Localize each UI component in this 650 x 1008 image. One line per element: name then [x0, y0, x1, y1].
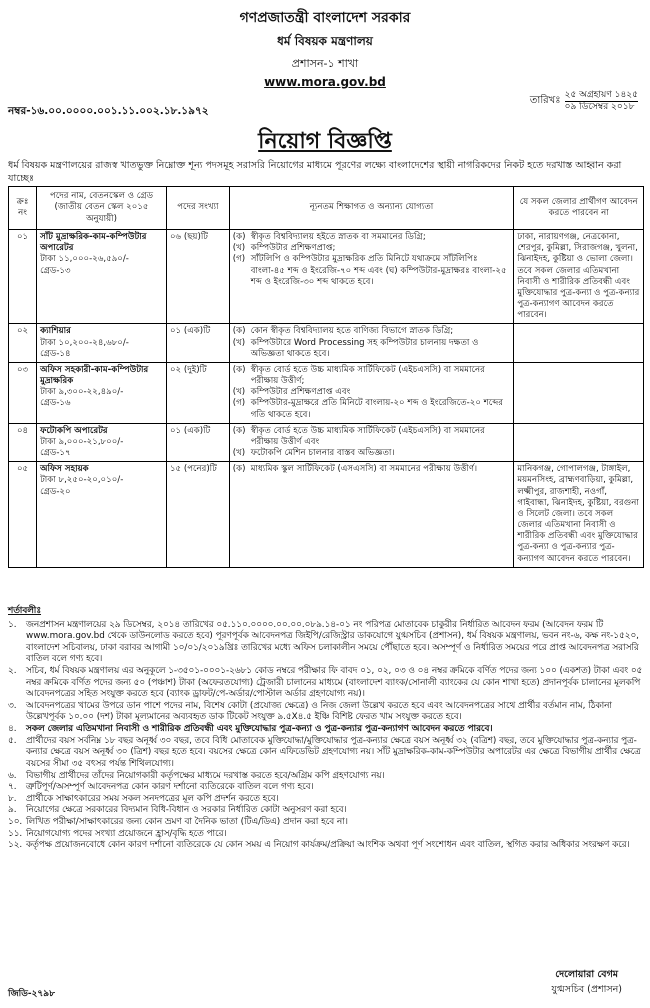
term-text: নিয়োগযোগ্য পদের সংখ্যা প্রয়োজনে হ্রাস/বৃদ্ধি হতে পারে।: [26, 828, 227, 839]
grade: গ্রেড-১৪: [40, 348, 71, 359]
qualification-item: (খ) কম্পিউটারে Word Processing সহ কম্পিউটার চালনায় দক্ষতা ও অভিজ্ঞতা থাকতে হবে।: [232, 337, 479, 359]
term-item: [8, 805, 644, 817]
terms-section: [8, 606, 644, 852]
post-name: ফটোকপি অপারেটর: [40, 425, 108, 436]
col-districts: যে সকল জেলার প্রার্থীগণ আবেদন করতে পারবেন না: [514, 187, 644, 230]
col-serial: ক্রঃ নং: [9, 187, 37, 230]
row-serial: ০৩: [9, 362, 37, 423]
term-number: ১.: [8, 619, 17, 630]
qualification-item: (ক) কোন স্বীকৃত বিশ্ববিদ্যালয় হতে বাণিজ্য বিভাগে স্নাতক ডিগ্রি;: [232, 326, 454, 337]
branch-name: প্রশাসন-১ শাখা: [291, 57, 359, 70]
row-serial: ০৪: [9, 423, 37, 462]
row-count: ০২ (দুই)টি: [166, 362, 229, 423]
row-count: ১৫ (পনের)টি: [166, 462, 229, 568]
term-item: [8, 666, 644, 701]
pay-scale: টাকা ১১,০০০-২৬,৫৯০/-: [40, 254, 129, 265]
post-name: সাঁট মুদ্রাক্ষরিক-কাম-কম্পিউটার অপারেটর: [40, 232, 147, 254]
term-number: ১০.: [8, 816, 23, 827]
row-serial: ০২: [9, 324, 37, 363]
vacancy-table: [8, 186, 644, 568]
table-row: [9, 462, 644, 568]
col-count: পদের সংখ্যা: [166, 187, 229, 230]
term-number: ৭.: [8, 782, 17, 793]
website-link[interactable]: www.mora.gov.bd: [264, 75, 386, 89]
table-header-row: [9, 187, 644, 230]
row-post: [37, 324, 167, 363]
qualification-item: (খ) ফটোকপি মেশিন চালনার বাস্তব অভিজ্ঞতা।: [232, 448, 395, 459]
intro-paragraph: ধর্ম বিষয়ক মন্ত্রণালয়ের রাজস্ব খাতভুক্ত নিম্নোক্ত শূন্য পদসমূহ সরাসরি নিয়োগের মাধ্যমে পূরণের লক্ষ্যে বাংলাদেশের স্থায়ী নাগরিকদের নিকট হতে দরখাস্ত আহ্বান করা যাচ্ছেঃ: [8, 160, 622, 184]
qualification-item: (ক) স্বীকৃত বোর্ড হতে উচ্চ মাধ্যমিক সার্টিফিকেট (এইচএসসি) বা সমমানের পরীক্ষায় উত্তীর্ণ এবং: [232, 425, 485, 447]
term-text: আবেদনপত্রের খামের উপরে ডান পাশে পদের নাম, বিশেষ কোটা (প্রযোজ্য ক্ষেত্রে) ও নিজ জেলা উল্লেখ করতে হবে এবং আবেদনপত্রের সাথে প্রার্থীর বর্তমান নাম, ঠিকানা উল্লেখপূর্বক ১০.০০ (দশ) টাকা মূল্যমানের অব্যবহৃত ডাক টিকেট সংযুক্ত ৯.৫X৪.৫ ইঞ্চি বিশিষ্ট ফেরত খাম সংযুক্ত করতে হবে।: [26, 700, 612, 723]
row-districts: [514, 362, 644, 423]
post-name: অফিস সহায়ক: [40, 464, 89, 475]
term-item: [8, 771, 644, 783]
grade: গ্রেড-১৭: [40, 448, 71, 459]
pay-scale: টাকা ৯,৩০০-২২,৪৯০/-: [40, 387, 124, 398]
qualification-item: (ক) স্বীকৃত বোর্ড হতে উচ্চ মাধ্যমিক সার্টিফিকেট (এইচএসসি) বা সমমানের পরীক্ষায় উত্তীর্ণ;: [232, 364, 485, 387]
term-item: [8, 736, 644, 771]
post-name: অফিস সহকারী-কাম-কম্পিউটার মুদ্রাক্ষরিক: [40, 364, 149, 387]
page-title: নিয়োগ বিজ্ঞপ্তি: [258, 129, 392, 154]
ministry-name: ধর্ম বিষয়ক মন্ত্রণালয়: [277, 34, 373, 48]
memo-number: নম্বর-১৬.০০.০০০০.০০১.১১.০০২.১৮.১৯৭২: [8, 105, 209, 117]
grade: গ্রেড-২০: [40, 486, 71, 497]
term-number: ২.: [8, 666, 17, 677]
term-text: নিয়োগের ক্ষেত্রে সরকারের বিদ্যমান বিধি-বিধান ও সরকার নির্ধারিত কোটা অনুসরণ করা হবে।: [26, 805, 347, 816]
date-english: ০৯ ডিসেম্বর ২০১৮: [564, 102, 635, 113]
row-post: [37, 230, 167, 324]
signatory-designation: যুগ্মসচিব (প্রশাসন): [551, 984, 622, 995]
pay-scale: টাকা ৯,০০০-২১,৮০০/-: [40, 436, 124, 447]
row-count: ০৬ (ছয়)টি: [166, 230, 229, 324]
row-districts: [514, 324, 644, 363]
row-post: [37, 362, 167, 423]
col-post: পদের নাম, বেতনস্কেল ও গ্রেড (জাতীয় বেতন স্কেল ২০১৫ অনুযায়ী): [37, 187, 167, 230]
table-row: [9, 423, 644, 462]
term-text: কর্তৃপক্ষ প্রয়োজনবোধে কোন কারণ দর্শানো ব্যতিরেকে যে কোন সময় এ নিয়োগ কার্যক্রম/প্রক্রিয়া আংশিক অথবা পূর্ণ সংশোধন এবং বাতিল, স্থগিত করার অধিকার সংরক্ষণ করে।: [26, 840, 630, 851]
signature-block: [551, 968, 622, 998]
term-text: লিখিত পরীক্ষা/সাক্ষাৎকারের জন্য কোন ভ্রমণ বা দৈনিক ভাতা (টিএ/ডিএ) প্রদান করা হবে না।: [26, 816, 348, 827]
term-number: ৪.: [8, 724, 17, 735]
row-districts: মানিকগঞ্জ, গোপালগঞ্জ, টাঙ্গাইল, ময়মনসিংহ, ব্রাহ্মণবাড়িয়া, কুমিল্লা, লক্ষ্মীপুর, রাজশাহী, নওগাঁ, গাইবান্ধা, ঝিনাইদহ, কুষ্টিয়া, বরগুনা ও সিলেট জেলা। তবে সকল জেলার এতিমখানা নিবাসী ও শারীরিক প্রতিবন্ধী এবং মুক্তিযোদ্ধার পুত্র-কন্যা ও পুত্র-কন্যার পুত্র-কন্যাগণ আবেদন করতে পারবেন।: [514, 462, 644, 568]
term-item: [8, 817, 644, 829]
row-qualification: [229, 423, 514, 462]
pay-scale: টাকা ৮,২৫০-২০,০১০/-: [40, 475, 124, 486]
qualification-item: (গ) কম্পিউটার-মুদ্রাক্ষরে প্রতি মিনিটে বাংলায়-২০ শব্দ ও ইংরেজিতে-২০ শব্দের গতি থাকতে হবে।: [232, 398, 503, 420]
term-text: প্রার্থীকে সাক্ষাৎকারের সময় সকল সনদপত্রের মূল কপি প্রদর্শন করতে হবে।: [26, 793, 279, 804]
table-row: [9, 324, 644, 363]
row-districts: ঢাকা, নারায়ণগঞ্জ, নেত্রকোনা, শেরপুর, কুমিল্লা, সিরাজগঞ্জ, খুলনা, ঝিনাইদহ, কুষ্টিয়া ও ভোলা জেলা। তবে সকল জেলার এতিমখানা নিবাসী ও শারীরিক প্রতিবন্ধী এবং মুক্তিযোদ্ধার পুত্র-কন্যা ও পুত্র-কন্যার পুত্র-কন্যাগণ আবেদন করতে পারবেন।: [514, 230, 644, 324]
term-item: [8, 782, 644, 794]
letterhead: [0, 6, 650, 89]
term-number: ১১.: [8, 828, 23, 839]
table-row: [9, 362, 644, 423]
term-item: [8, 620, 644, 666]
term-item: [8, 701, 644, 724]
term-item: [8, 794, 644, 806]
row-qualification: [229, 462, 514, 568]
table-row: [9, 230, 644, 324]
term-number: ৮.: [8, 793, 17, 804]
col-qualification: ন্যূনতম শিক্ষাগত ও অন্যান্য যোগ্যতা: [229, 187, 514, 230]
term-text: জনপ্রশাসন মন্ত্রণালয়ের ২৯ ডিসেম্বর, ২০১৪ তারিখের ০৫.১১০.০০০০.০০.০০.০৮৯.১৪-০১ নং পরিপত্র মোতাবেক চাকুরীর নির্ধারিত আবেদন ফরম (আবেদন ফরম টি www.mora.gov.bd থেকে ডাউনলোড করতে হবে) পূরণপূর্বক আবেদনপত্র জিইপি/রেজিস্ট্রার ডাকযোগে যুগ্মসচিব (প্রশাসন), ধর্ম বিষয়ক মন্ত্রণালয়, ভবন নং-৬, কক্ষ নং-১৫২০, বাংলাদেশ সচিবালয়, ঢাকা বরাবর আগামী ১০/০১/২০১৯খ্রিঃ তারিখের মধ্যে অফিস চলাকালীন সময়ে পৌঁছাতে হবে। অসম্পূর্ণ ও নির্ধারিত সময়ের পরে প্রাপ্ত আবেদনপত্র সরাসরি বাতিল বলে গণ্য হবে।: [26, 619, 639, 665]
row-districts: [514, 423, 644, 462]
gd-reference: জিডি-২৭৯৮: [8, 989, 55, 999]
term-number: ৩.: [8, 700, 17, 711]
row-serial: ০১: [9, 230, 37, 324]
date-label: তারিখঃ: [529, 95, 561, 107]
term-text: প্রার্থীদের বয়স সর্বনিম্ন ১৮ বছর অনূর্ধ্ব ৩০ বছর, তবে বিধি মোতাবেক মুক্তিযোদ্ধা/মুক্তিযোদ্ধার পুত্র-কন্যার ক্ষেত্রে বয়স অনূর্ধ্ব ৩২ (বত্রিশ) বছর, তবে মুক্তিযোদ্ধার পুত্র-কন্যার পুত্র-কন্যার ক্ষেত্রে বয়স অনূর্ধ্ব ৩০ (ত্রিশ) বছর হতে হবে। বয়সের ক্ষেত্রে কোন এফিডেভিট গ্রহণযোগ্য নয়। সাঁট মুদ্রাক্ষরিক-কাম-কম্পিউটার অপারেটর এর ক্ষেত্রে বিভাগীয় প্রার্থীর ক্ষেত্রে বয়সের সীমা ৩৫ বৎসর পর্যন্ত শিথিলযোগ্য।: [26, 735, 641, 769]
row-count: ০১ (এক)টি: [166, 324, 229, 363]
term-number: ৬.: [8, 770, 17, 781]
row-count: ০১ (এক)টি: [166, 423, 229, 462]
qualification-item: (খ) কম্পিউটার প্রশিক্ষণপ্রাপ্ত এবং: [232, 387, 351, 398]
term-text: বিভাগীয় প্রার্থীদের তাঁদের নিয়োগকারী কর্তৃপক্ষের মাধ্যমে দরখাস্ত করতে হবে/অগ্রিম কপি গ্রহণযোগ্য নয়।: [26, 770, 385, 781]
row-serial: ০৫: [9, 462, 37, 568]
date-block: [530, 90, 638, 114]
term-text: সচিব, ধর্ম বিষয়ক মন্ত্রণালয় এর অনুকূলে ১-৩৫০১-০০০১-২৬৮১ কোড নম্বরে পরীক্ষার ফি বাবদ ০১, ০২, ০৩ ও ০৪ নম্বর ক্রমিকে বর্ণিত পদের জন্য ১০০ (একশত) টাকা এবং ০৫ নম্বর ক্রমিকে বর্ণিত পদের জন্য ৫০ (পঞ্চাশ) টাকা (অফেরতযোগ্য) ট্রেজারী চালানের মাধ্যমে (বাংলাদেশ ব্যাংক/সোনালী ব্যাংকের যে কোন শাখা হতে) প্রদানপূর্বক চালানের মূলকপি আবেদনপত্রের সহিত সংযুক্ত করতে হবে (ব্যাংক ড্রাফট/পে-অর্ডার/পোস্টাল অর্ডার গ্রহণযোগ্য নয়)।: [26, 666, 643, 700]
row-qualification: [229, 324, 514, 363]
row-qualification: [229, 230, 514, 324]
term-item: [8, 840, 644, 852]
pay-scale: টাকা ১০,২০০-২৪,৬৮০/-: [40, 337, 129, 348]
qualification-item: (ক) মাধ্যমিক স্কুল সার্টিফিকেট (এসএসসি) বা সমমানের পরীক্ষায় উত্তীর্ণ।: [232, 464, 478, 475]
grade: গ্রেড-১৬: [40, 398, 71, 409]
qualification-item: (ক) স্বীকৃত বিশ্ববিদ্যালয় হইতে স্নাতক বা সমমানের ডিগ্রি;: [232, 232, 426, 242]
date-bangla: ২৫ অগ্রহায়ণ ১৪২৫: [565, 90, 638, 102]
term-item: [8, 829, 644, 841]
signatory-name: দেলোয়ারা বেগম: [555, 969, 619, 980]
qualification-item: (খ) কম্পিউটার প্রশিক্ষণপ্রাপ্ত;: [232, 243, 336, 254]
qualification-item: (গ) সাঁটলিপি ও কম্পিউটার মুদ্রাক্ষরিক প্রতি মিনিটে যথাক্রমে সাঁটলিপিঃ বাংলা-৪৫ শব্দ ও ইংরেজি-৭০ শব্দ এবং (ঘ) কম্পিউটার-মুদ্রাক্ষরঃ বাংলা-২৫ শব্দ ও ইংরেজি-৩০ শব্দ থাকতে হবে।: [232, 254, 507, 287]
post-name: ক্যাশিয়ার: [40, 326, 71, 337]
row-post: [37, 423, 167, 462]
term-number: ১২.: [8, 840, 23, 851]
term-text: সকল জেলার এতিমখানা নিবাসী ও শারীরিক প্রতিবন্ধী এবং মুক্তিযোদ্ধার পুত্র-কন্যা ও পুত্র-কন্যার পুত্র-কন্যাগণ আবেদন করতে পারবে।: [26, 724, 493, 735]
grade: গ্রেড-১৩: [40, 265, 71, 276]
row-post: [37, 462, 167, 568]
terms-title: শর্তাবলীঃ: [8, 606, 42, 616]
term-number: ৯.: [8, 805, 17, 816]
term-text: ত্রুটিপূর্ণ/অসম্পূর্ণ আবেদনপত্র কোন কারণ দর্শানো ব্যতিরেকে বাতিল বলে গণ্য হবে।: [26, 782, 314, 793]
government-name: গণপ্রজাতন্ত্রী বাংলাদেশ সরকার: [239, 10, 411, 26]
terms-list: [8, 620, 644, 852]
term-item: [8, 724, 644, 736]
row-qualification: [229, 362, 514, 423]
term-number: ৫.: [8, 735, 17, 746]
